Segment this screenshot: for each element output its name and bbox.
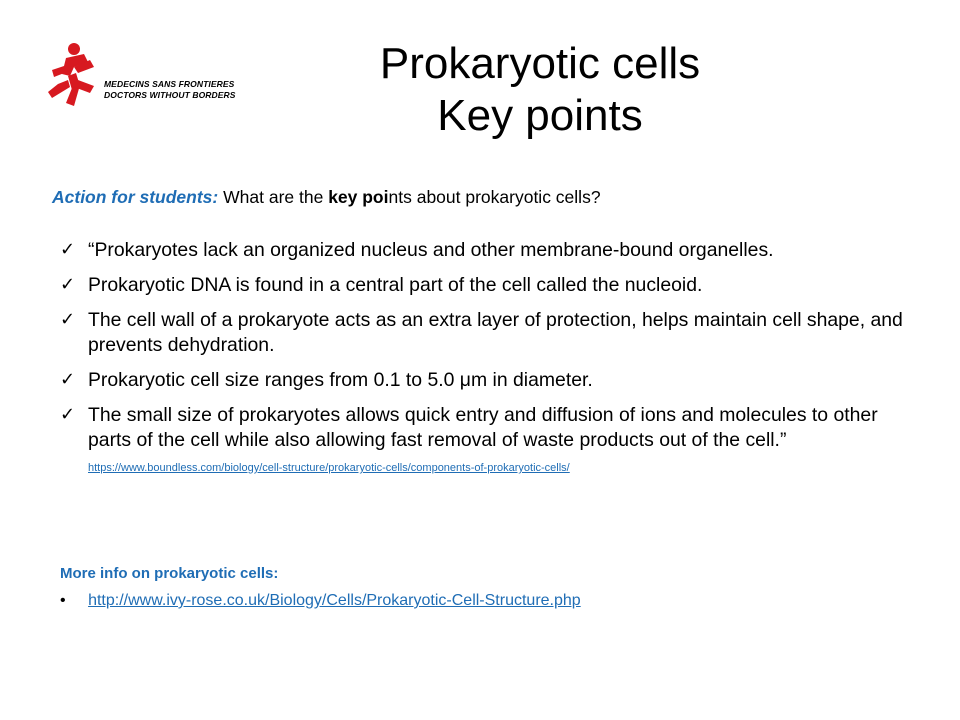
point-text: The small size of prokaryotes allows quick entry and diffusion of ions and molecules to other parts of the cell while also allowing fast removal of waste products out of the cell.” — [88, 404, 878, 451]
logo-line-2: DOCTORS WITHOUT BORDERS — [104, 90, 236, 100]
action-for-students — [52, 185, 932, 209]
question-before: What are the — [223, 187, 329, 207]
point-text: The cell wall of a prokaryote acts as an extra layer of protection, helps maintain cell shape, and prevents dehydration. — [88, 309, 903, 356]
key-points-list — [60, 238, 920, 488]
action-label: Action for students: — [52, 187, 219, 207]
title-line-1: Prokaryotic cells — [379, 39, 701, 88]
ivy-rose-link[interactable]: http://www.ivy-rose.co.uk/Biology/Cells/Prokaryotic-Cell-Structure.php — [88, 592, 581, 609]
bullet: • — [60, 592, 66, 609]
logo-line-1: MEDECINS SANS FRONTIERES — [104, 79, 235, 89]
point-text: Prokaryotic cell size ranges from 0.1 to 5.0 μm in diameter. — [88, 369, 593, 391]
more-info-item — [60, 590, 581, 612]
check-icon: ✓ — [60, 404, 76, 425]
question-after: nts about prokaryotic cells? — [388, 187, 601, 207]
list-item — [60, 238, 920, 263]
check-icon: ✓ — [60, 239, 76, 260]
more-info-heading: More info on prokaryotic cells: — [60, 565, 279, 582]
slide-title — [200, 38, 880, 142]
list-item — [60, 403, 920, 478]
source-link[interactable]: https://www.boundless.com/biology/cell-structure/prokaryotic-cells/components-of-prokaryotic-cells/ — [88, 462, 570, 474]
action-question — [223, 187, 600, 207]
point-text: Prokaryotic DNA is found in a central part of the cell called the nucleoid. — [88, 274, 703, 296]
check-icon: ✓ — [60, 309, 76, 330]
list-item — [60, 308, 920, 358]
point-text: “Prokaryotes lack an organized nucleus and other membrane-bound organelles. — [88, 239, 774, 261]
list-item — [60, 368, 920, 393]
check-icon: ✓ — [60, 369, 76, 390]
check-icon: ✓ — [60, 274, 76, 295]
list-item — [60, 273, 920, 298]
title-line-2: Key points — [437, 91, 643, 140]
question-bold: key poi — [328, 187, 389, 207]
